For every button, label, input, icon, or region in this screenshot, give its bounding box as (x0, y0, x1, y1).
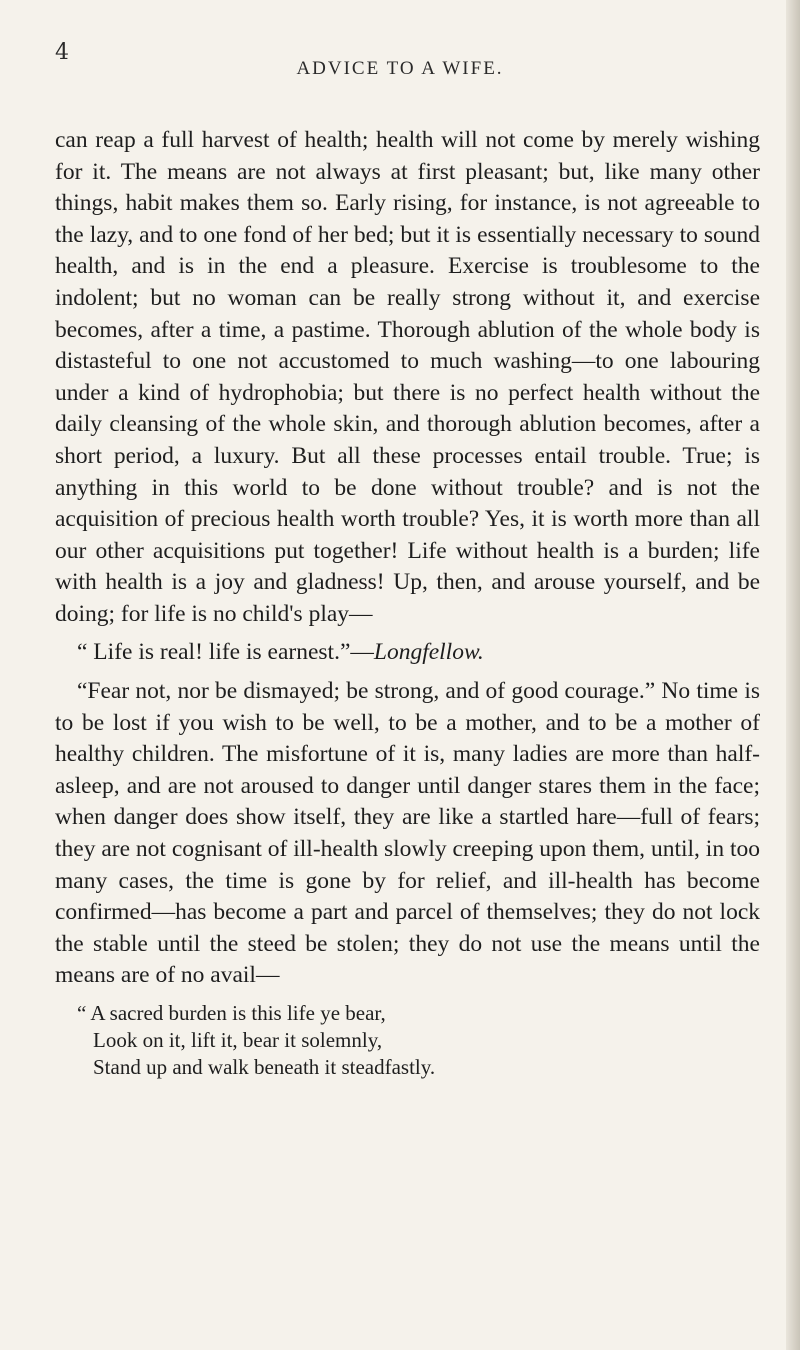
running-head: ADVICE TO A WIFE. (296, 58, 504, 79)
page-number: 4 (55, 40, 69, 65)
verse-line: Stand up and walk beneath it steadfastly. (93, 1055, 436, 1080)
epigraph-quote (55, 637, 760, 669)
paragraph-1: can reap a full harvest of health; health will not come by merely wishing for it. The means are not always at first pleasant; but, like many other things, habit makes them so. Early rising, for instance, is not agreeable to the lazy, and to one fond of her bed; but it is essentially necessary to sound health, and is in the end a pleasure. Exercise is troublesome to the indolent; but no woman can be really strong without it, and exercise becomes, after a time, a pastime. Thorough ablution of the whole body is distasteful to one not accustomed to much washing—to one labouring under a kind of hydrophobia; but there is no perfect health without the daily cleansing of the whole skin, and thorough ablution becomes, after a short period, a luxury. But all these processes entail trouble. True; is anything in this world to be done without trouble? and is not the acquisition of precious health worth trouble? Yes, it is worth more than all our other acquisitions put together! Life without health is a burden; life with health is a joy and gladness! Up, then, and arouse yourself, and be doing; for life is no child's play— (55, 127, 760, 627)
quote-text: “ Life is real! life is earnest.”— (77, 638, 374, 665)
quote-author: Longfellow. (373, 638, 484, 665)
paragraph-2: “Fear not, nor be dismayed; be strong, and of good courage.” No time is to be lost if you wish to be well, to be a mother, and to be a mother of healthy children. The misfortune of it is, many ladies are more than half-asleep, and are not aroused to danger until danger stares them in the face; when danger does show itself, they are like a startled hare—full of fears; they are not cognisant of ill-health slowly creeping upon them, until, in too many cases, the time is gone by for relief, and ill-health has become confirmed—has become a part and parcel of themselves; they do not lock the stable until the steed be stolen; they do not use the means until the means are of no avail— (55, 678, 760, 989)
body-text (55, 125, 760, 1081)
page-edge-shadow (786, 0, 800, 1350)
verse-line: “ A sacred burden is this life ye bear, (77, 1001, 386, 1026)
verse-block (55, 1000, 760, 1081)
verse-line: Look on it, lift it, bear it solemnly, (93, 1028, 383, 1053)
